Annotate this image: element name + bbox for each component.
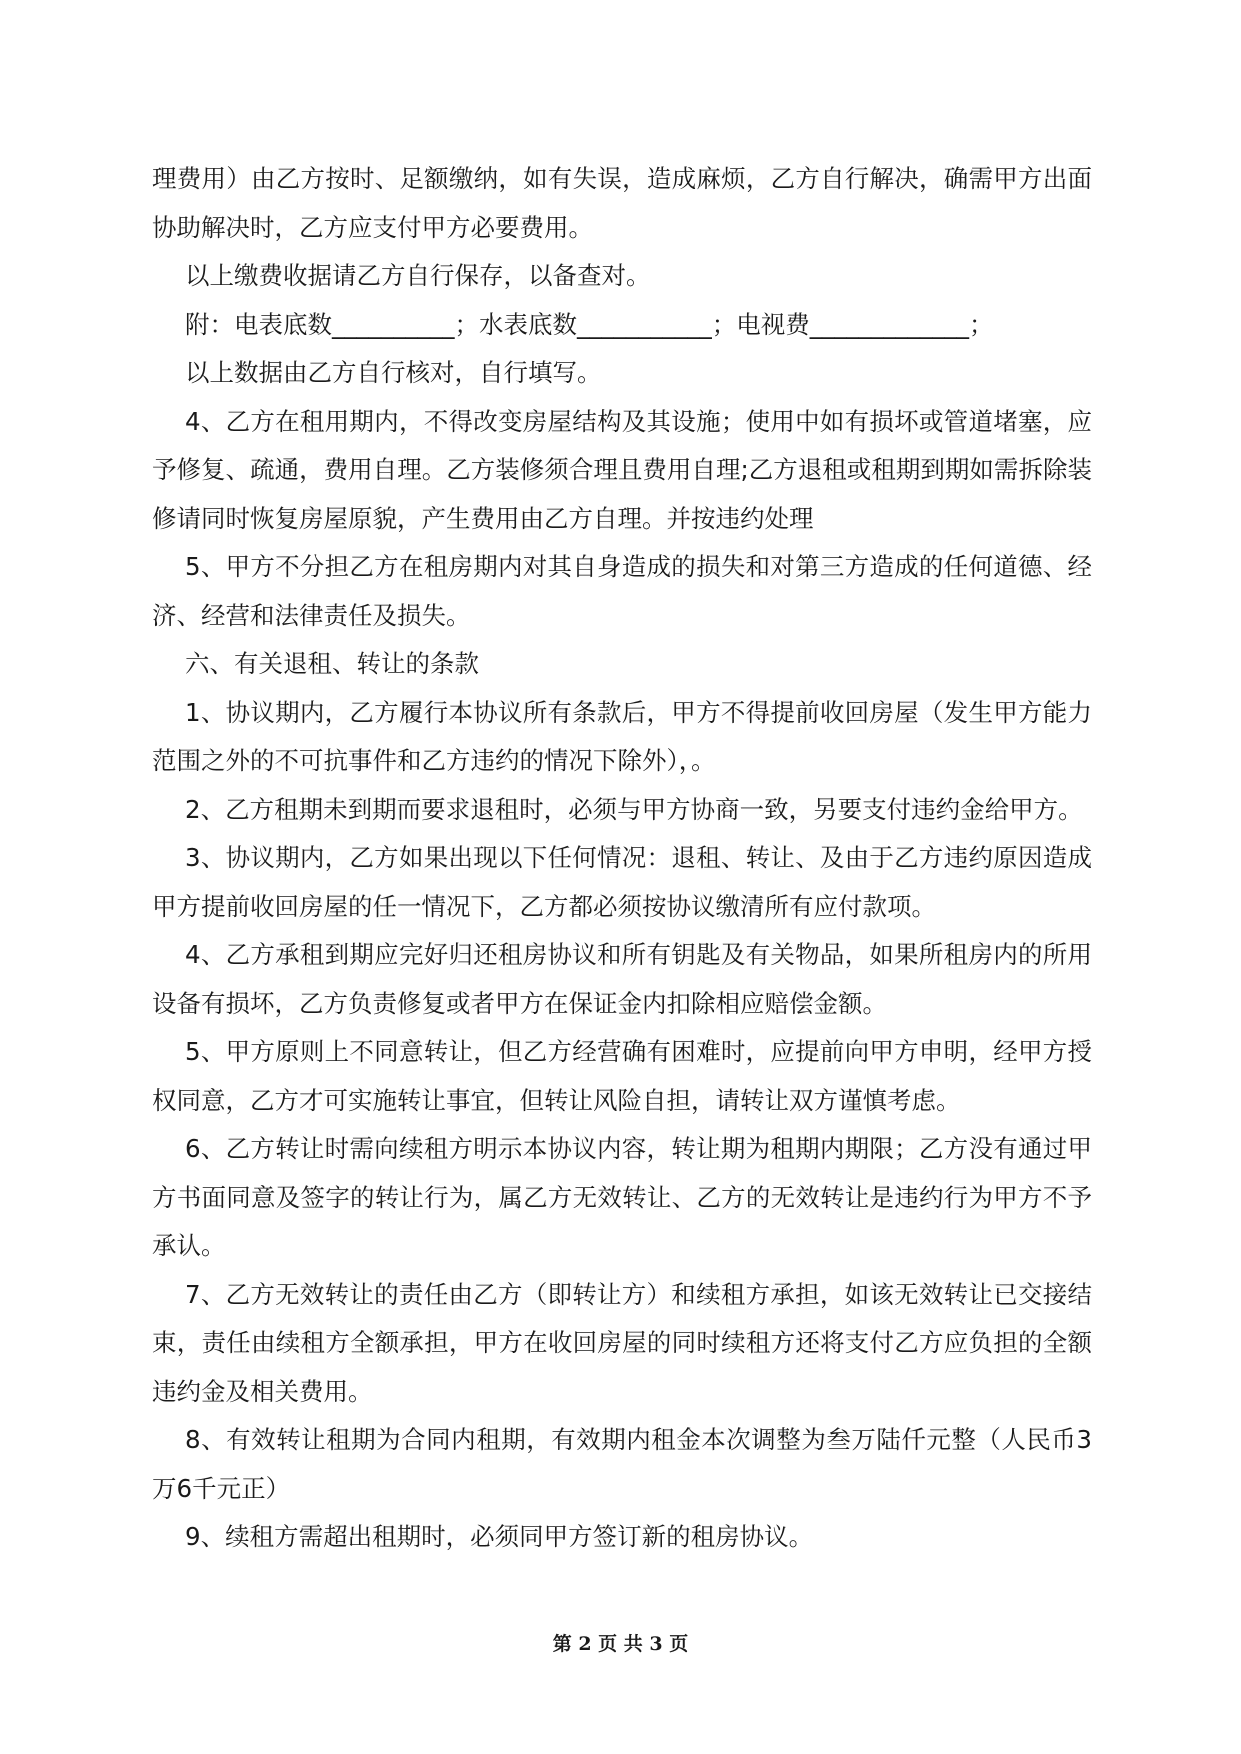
paragraph-3-meter-readings: 附：电表底数__________；水表底数___________；电视费_____________； xyxy=(185,309,994,339)
page-number-footer: 第 2 页 共 3 页 xyxy=(552,1633,689,1655)
paragraph-2: 以上缴费收据请乙方自行保存，以备查对。 xyxy=(185,261,651,290)
paragraph-12-clause-5: 5、甲方原则上不同意转让，但乙方经营确有困难时，应提前向甲方申明，经甲方授权同意，乙方才可实施转让事宜，但转让风险自担，请转让双方谨慎考虑。 xyxy=(152,1037,1092,1115)
paragraph-13-clause-6: 6、乙方转让时需向续租方明示本协议内容，转让期为租期内期限；乙方没有通过甲方书面同意及签字的转让行为，属乙方无效转让、乙方的无效转让是违约行为甲方不予承认。 xyxy=(152,1134,1092,1260)
paragraph-8-clause-1: 1、协议期内，乙方履行本协议所有条款后，甲方不得提前收回房屋（发生甲方能力范围之外的不可抗事件和乙方违约的情况下除外），。 xyxy=(152,697,1092,775)
paragraph-6-clause-5: 5、甲方不分担乙方在租房期内对其自身造成的损失和对第三方造成的任何道德、经济、经营和法律责任及损失。 xyxy=(152,552,1092,630)
section-heading-six: 六、有关退租、转让的条款 xyxy=(185,649,479,678)
paragraph-1: 理费用）由乙方按时、足额缴纳，如有失误，造成麻烦，乙方自行解决，确需甲方出面协助解决时，乙方应支付甲方必要费用。 xyxy=(152,164,1092,242)
paragraph-10-clause-3: 3、协议期内，乙方如果出现以下任何情况：退租、转让、及由于乙方违约原因造成甲方提前收回房屋的任一情况下，乙方都必须按协议缴清所有应付款项。 xyxy=(152,843,1092,921)
paragraph-5-clause-4: 4、乙方在租用期内，不得改变房屋结构及其设施；使用中如有损坏或管道堵塞，应予修复、疏通，费用自理。乙方装修须合理且费用自理;乙方退租或租期到期如需拆除装修请同时恢复房屋原貌，产生费用由乙方自理。并按违约处理 xyxy=(152,406,1092,533)
paragraph-9-clause-2: 2、乙方租期未到期而要求退租时，必须与甲方协商一致，另要支付违约金给甲方。 xyxy=(185,794,1083,824)
paragraph-16-clause-9: 9、续租方需超出租期时，必须同甲方签订新的租房协议。 xyxy=(185,1522,814,1551)
paragraph-14-clause-7: 7、乙方无效转让的责任由乙方（即转让方）和续租方承担，如该无效转让已交接结束，责任由续租方全额承担，甲方在收回房屋的同时续租方还将支付乙方应负担的全额违约金及相关费用。 xyxy=(152,1279,1092,1406)
paragraph-4: 以上数据由乙方自行核对，自行填写。 xyxy=(185,358,602,387)
paragraph-15-clause-8: 8、有效转让租期为合同内租期，有效期内租金本次调整为叁万陆仟元整（人民币3万6千元正） xyxy=(152,1425,1092,1503)
paragraph-11-clause-4: 4、乙方承租到期应完好归还租房协议和所有钥匙及有关物品，如果所租房内的所用设备有损坏，乙方负责修复或者甲方在保证金内扣除相应赔偿金额。 xyxy=(152,940,1092,1018)
document-body xyxy=(152,155,1092,1562)
